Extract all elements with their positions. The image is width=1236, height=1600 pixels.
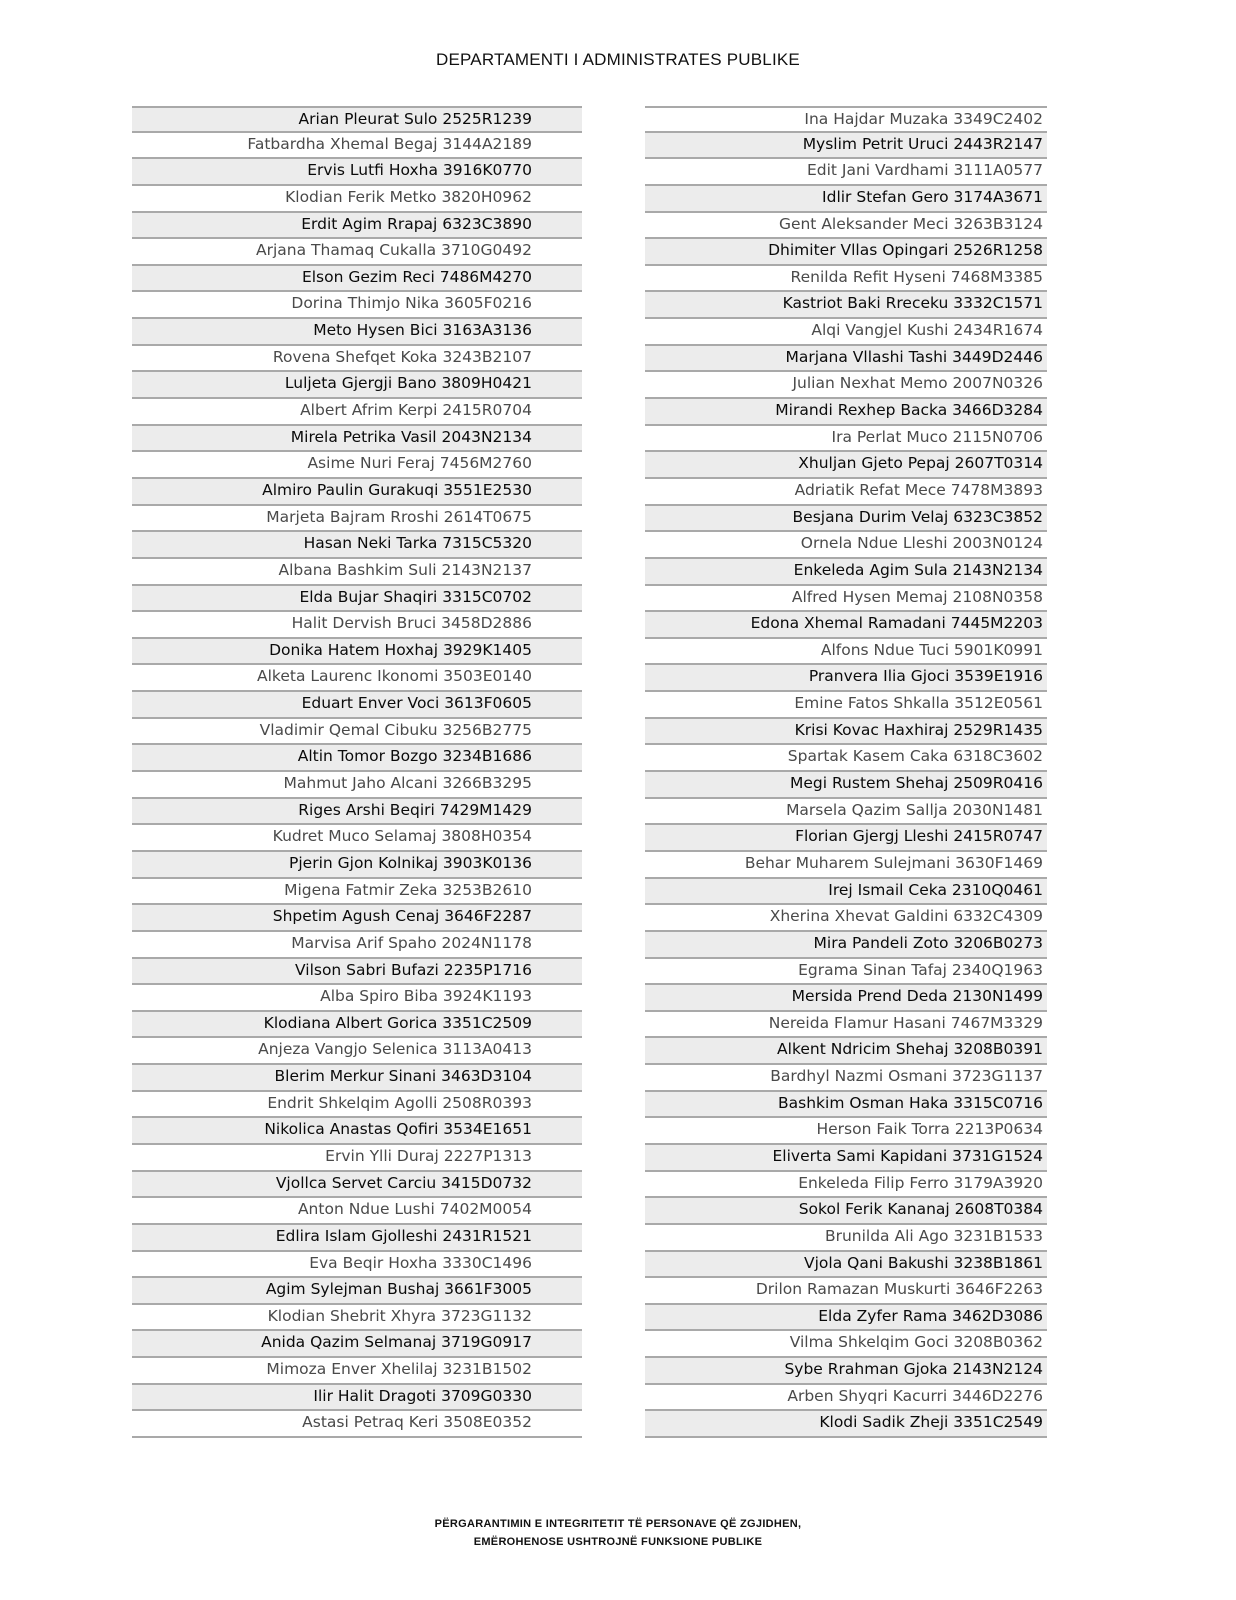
list-item: Eduart Enver Voci 3613F0605: [132, 692, 582, 719]
right-name-list: [645, 106, 1047, 1438]
list-item: Ornela Ndue Lleshi 2003N0124: [645, 532, 1047, 559]
list-item: Asime Nuri Feraj 7456M2760: [132, 452, 582, 479]
list-item: Agim Sylejman Bushaj 3661F3005: [132, 1278, 582, 1305]
list-item: Mersida Prend Deda 2130N1499: [645, 985, 1047, 1012]
list-item: Enkeleda Agim Sula 2143N2134: [645, 559, 1047, 586]
list-item: Vjollca Servet Carciu 3415D0732: [132, 1172, 582, 1199]
list-item: Arian Pleurat Sulo 2525R1239: [132, 106, 582, 133]
list-item: Migena Fatmir Zeka 3253B2610: [132, 879, 582, 906]
list-item: Erdit Agim Rrapaj 6323C3890: [132, 213, 582, 240]
list-item: Halit Dervish Bruci 3458D2886: [132, 612, 582, 639]
list-item: Egrama Sinan Tafaj 2340Q1963: [645, 959, 1047, 986]
list-item: Xhuljan Gjeto Pepaj 2607T0314: [645, 452, 1047, 479]
list-item: Alfred Hysen Memaj 2108N0358: [645, 586, 1047, 613]
list-item: Almiro Paulin Gurakuqi 3551E2530: [132, 479, 582, 506]
list-item: Marsela Qazim Sallja 2030N1481: [645, 799, 1047, 826]
list-item: Rovena Shefqet Koka 3243B2107: [132, 346, 582, 373]
list-item: Irej Ismail Ceka 2310Q0461: [645, 879, 1047, 906]
page-title: DEPARTAMENTI I ADMINISTRATES PUBLIKE: [436, 50, 800, 69]
list-item: Kastriot Baki Rreceku 3332C1571: [645, 292, 1047, 319]
list-item: Julian Nexhat Memo 2007N0326: [645, 372, 1047, 399]
list-item: Anida Qazim Selmanaj 3719G0917: [132, 1331, 582, 1358]
list-item: Alkent Ndricim Shehaj 3208B0391: [645, 1038, 1047, 1065]
list-item: Elda Zyfer Rama 3462D3086: [645, 1305, 1047, 1332]
list-item: Altin Tomor Bozgo 3234B1686: [132, 745, 582, 772]
list-item: Enkeleda Filip Ferro 3179A3920: [645, 1172, 1047, 1199]
list-item: Besjana Durim Velaj 6323C3852: [645, 506, 1047, 533]
list-item: Spartak Kasem Caka 6318C3602: [645, 745, 1047, 772]
list-item: Albana Bashkim Suli 2143N2137: [132, 559, 582, 586]
list-item: Gent Aleksander Meci 3263B3124: [645, 213, 1047, 240]
list-item: Edlira Islam Gjolleshi 2431R1521: [132, 1225, 582, 1252]
list-item: Hasan Neki Tarka 7315C5320: [132, 532, 582, 559]
list-item: Ilir Halit Dragoti 3709G0330: [132, 1385, 582, 1412]
list-item: Vjola Qani Bakushi 3238B1861: [645, 1252, 1047, 1279]
list-item: Klodi Sadik Zheji 3351C2549: [645, 1411, 1047, 1438]
list-item: Myslim Petrit Uruci 2443R2147: [645, 133, 1047, 160]
list-item: Eva Beqir Hoxha 3330C1496: [132, 1252, 582, 1279]
list-item: Ira Perlat Muco 2115N0706: [645, 426, 1047, 453]
list-item: Blerim Merkur Sinani 3463D3104: [132, 1065, 582, 1092]
list-item: Ina Hajdar Muzaka 3349C2402: [645, 106, 1047, 133]
list-item: Renilda Refit Hyseni 7468M3385: [645, 266, 1047, 293]
list-item: Ervin Ylli Duraj 2227P1313: [132, 1145, 582, 1172]
list-item: Klodian Shebrit Xhyra 3723G1132: [132, 1305, 582, 1332]
list-item: Edona Xhemal Ramadani 7445M2203: [645, 612, 1047, 639]
list-item: Sybe Rrahman Gjoka 2143N2124: [645, 1358, 1047, 1385]
list-item: Sokol Ferik Kananaj 2608T0384: [645, 1198, 1047, 1225]
list-item: Mimoza Enver Xhelilaj 3231B1502: [132, 1358, 582, 1385]
list-item: Bashkim Osman Haka 3315C0716: [645, 1092, 1047, 1119]
list-item: Endrit Shkelqim Agolli 2508R0393: [132, 1092, 582, 1119]
list-item: Elson Gezim Reci 7486M4270: [132, 266, 582, 293]
list-item: Anton Ndue Lushi 7402M0054: [132, 1198, 582, 1225]
list-item: Alketa Laurenc Ikonomi 3503E0140: [132, 665, 582, 692]
list-item: Marjana Vllashi Tashi 3449D2446: [645, 346, 1047, 373]
list-item: Brunilda Ali Ago 3231B1533: [645, 1225, 1047, 1252]
list-item: Megi Rustem Shehaj 2509R0416: [645, 772, 1047, 799]
list-item: Vilson Sabri Bufazi 2235P1716: [132, 959, 582, 986]
list-item: Vilma Shkelqim Goci 3208B0362: [645, 1331, 1047, 1358]
list-item: Nikolica Anastas Qofiri 3534E1651: [132, 1118, 582, 1145]
list-item: Arjana Thamaq Cukalla 3710G0492: [132, 239, 582, 266]
list-item: Luljeta Gjergji Bano 3809H0421: [132, 372, 582, 399]
list-item: Klodiana Albert Gorica 3351C2509: [132, 1012, 582, 1039]
list-item: Florian Gjergj Lleshi 2415R0747: [645, 825, 1047, 852]
list-item: Astasi Petraq Keri 3508E0352: [132, 1411, 582, 1438]
list-item: Drilon Ramazan Muskurti 3646F2263: [645, 1278, 1047, 1305]
list-item: Albert Afrim Kerpi 2415R0704: [132, 399, 582, 426]
footer-line-2: EMËROHENOSE USHTROJNË FUNKSIONE PUBLIKE: [473, 1536, 763, 1548]
list-item: Eliverta Sami Kapidani 3731G1524: [645, 1145, 1047, 1172]
list-item: Pjerin Gjon Kolnikaj 3903K0136: [132, 852, 582, 879]
list-item: Herson Faik Torra 2213P0634: [645, 1118, 1047, 1145]
list-item: Nereida Flamur Hasani 7467M3329: [645, 1012, 1047, 1039]
list-item: Pranvera Ilia Gjoci 3539E1916: [645, 665, 1047, 692]
list-item: Fatbardha Xhemal Begaj 3144A2189: [132, 133, 582, 160]
list-item: Edit Jani Vardhami 3111A0577: [645, 159, 1047, 186]
list-item: Marjeta Bajram Rroshi 2614T0675: [132, 506, 582, 533]
list-item: Dhimiter Vllas Opingari 2526R1258: [645, 239, 1047, 266]
list-item: Dorina Thimjo Nika 3605F0216: [132, 292, 582, 319]
list-item: Emine Fatos Shkalla 3512E0561: [645, 692, 1047, 719]
list-item: Alqi Vangjel Kushi 2434R1674: [645, 319, 1047, 346]
list-item: Bardhyl Nazmi Osmani 3723G1137: [645, 1065, 1047, 1092]
list-item: Klodian Ferik Metko 3820H0962: [132, 186, 582, 213]
list-item: Shpetim Agush Cenaj 3646F2287: [132, 905, 582, 932]
list-item: Riges Arshi Beqiri 7429M1429: [132, 799, 582, 826]
list-item: Elda Bujar Shaqiri 3315C0702: [132, 586, 582, 613]
list-item: Krisi Kovac Haxhiraj 2529R1435: [645, 719, 1047, 746]
list-item: Alba Spiro Biba 3924K1193: [132, 985, 582, 1012]
list-item: Anjeza Vangjo Selenica 3113A0413: [132, 1038, 582, 1065]
list-item: Adriatik Refat Mece 7478M3893: [645, 479, 1047, 506]
list-item: Alfons Ndue Tuci 5901K0991: [645, 639, 1047, 666]
list-item: Arben Shyqri Kacurri 3446D2276: [645, 1385, 1047, 1412]
list-item: Mahmut Jaho Alcani 3266B3295: [132, 772, 582, 799]
list-item: Donika Hatem Hoxhaj 3929K1405: [132, 639, 582, 666]
list-item: Marvisa Arif Spaho 2024N1178: [132, 932, 582, 959]
left-name-list: [132, 106, 582, 1438]
list-item: Kudret Muco Selamaj 3808H0354: [132, 825, 582, 852]
footer-line-1: PËRGARANTIMIN E INTEGRITETIT TË PERSONAVE QË ZGJIDHEN,: [434, 1518, 802, 1530]
list-item: Meto Hysen Bici 3163A3136: [132, 319, 582, 346]
list-item: Mira Pandeli Zoto 3206B0273: [645, 932, 1047, 959]
footer: [0, 1515, 1236, 1551]
list-item: Mirela Petrika Vasil 2043N2134: [132, 426, 582, 453]
list-item: Mirandi Rexhep Backa 3466D3284: [645, 399, 1047, 426]
list-item: Ervis Lutfi Hoxha 3916K0770: [132, 159, 582, 186]
list-item: Idlir Stefan Gero 3174A3671: [645, 186, 1047, 213]
list-item: Xherina Xhevat Galdini 6332C4309: [645, 905, 1047, 932]
list-item: Behar Muharem Sulejmani 3630F1469: [645, 852, 1047, 879]
list-item: Vladimir Qemal Cibuku 3256B2775: [132, 719, 582, 746]
